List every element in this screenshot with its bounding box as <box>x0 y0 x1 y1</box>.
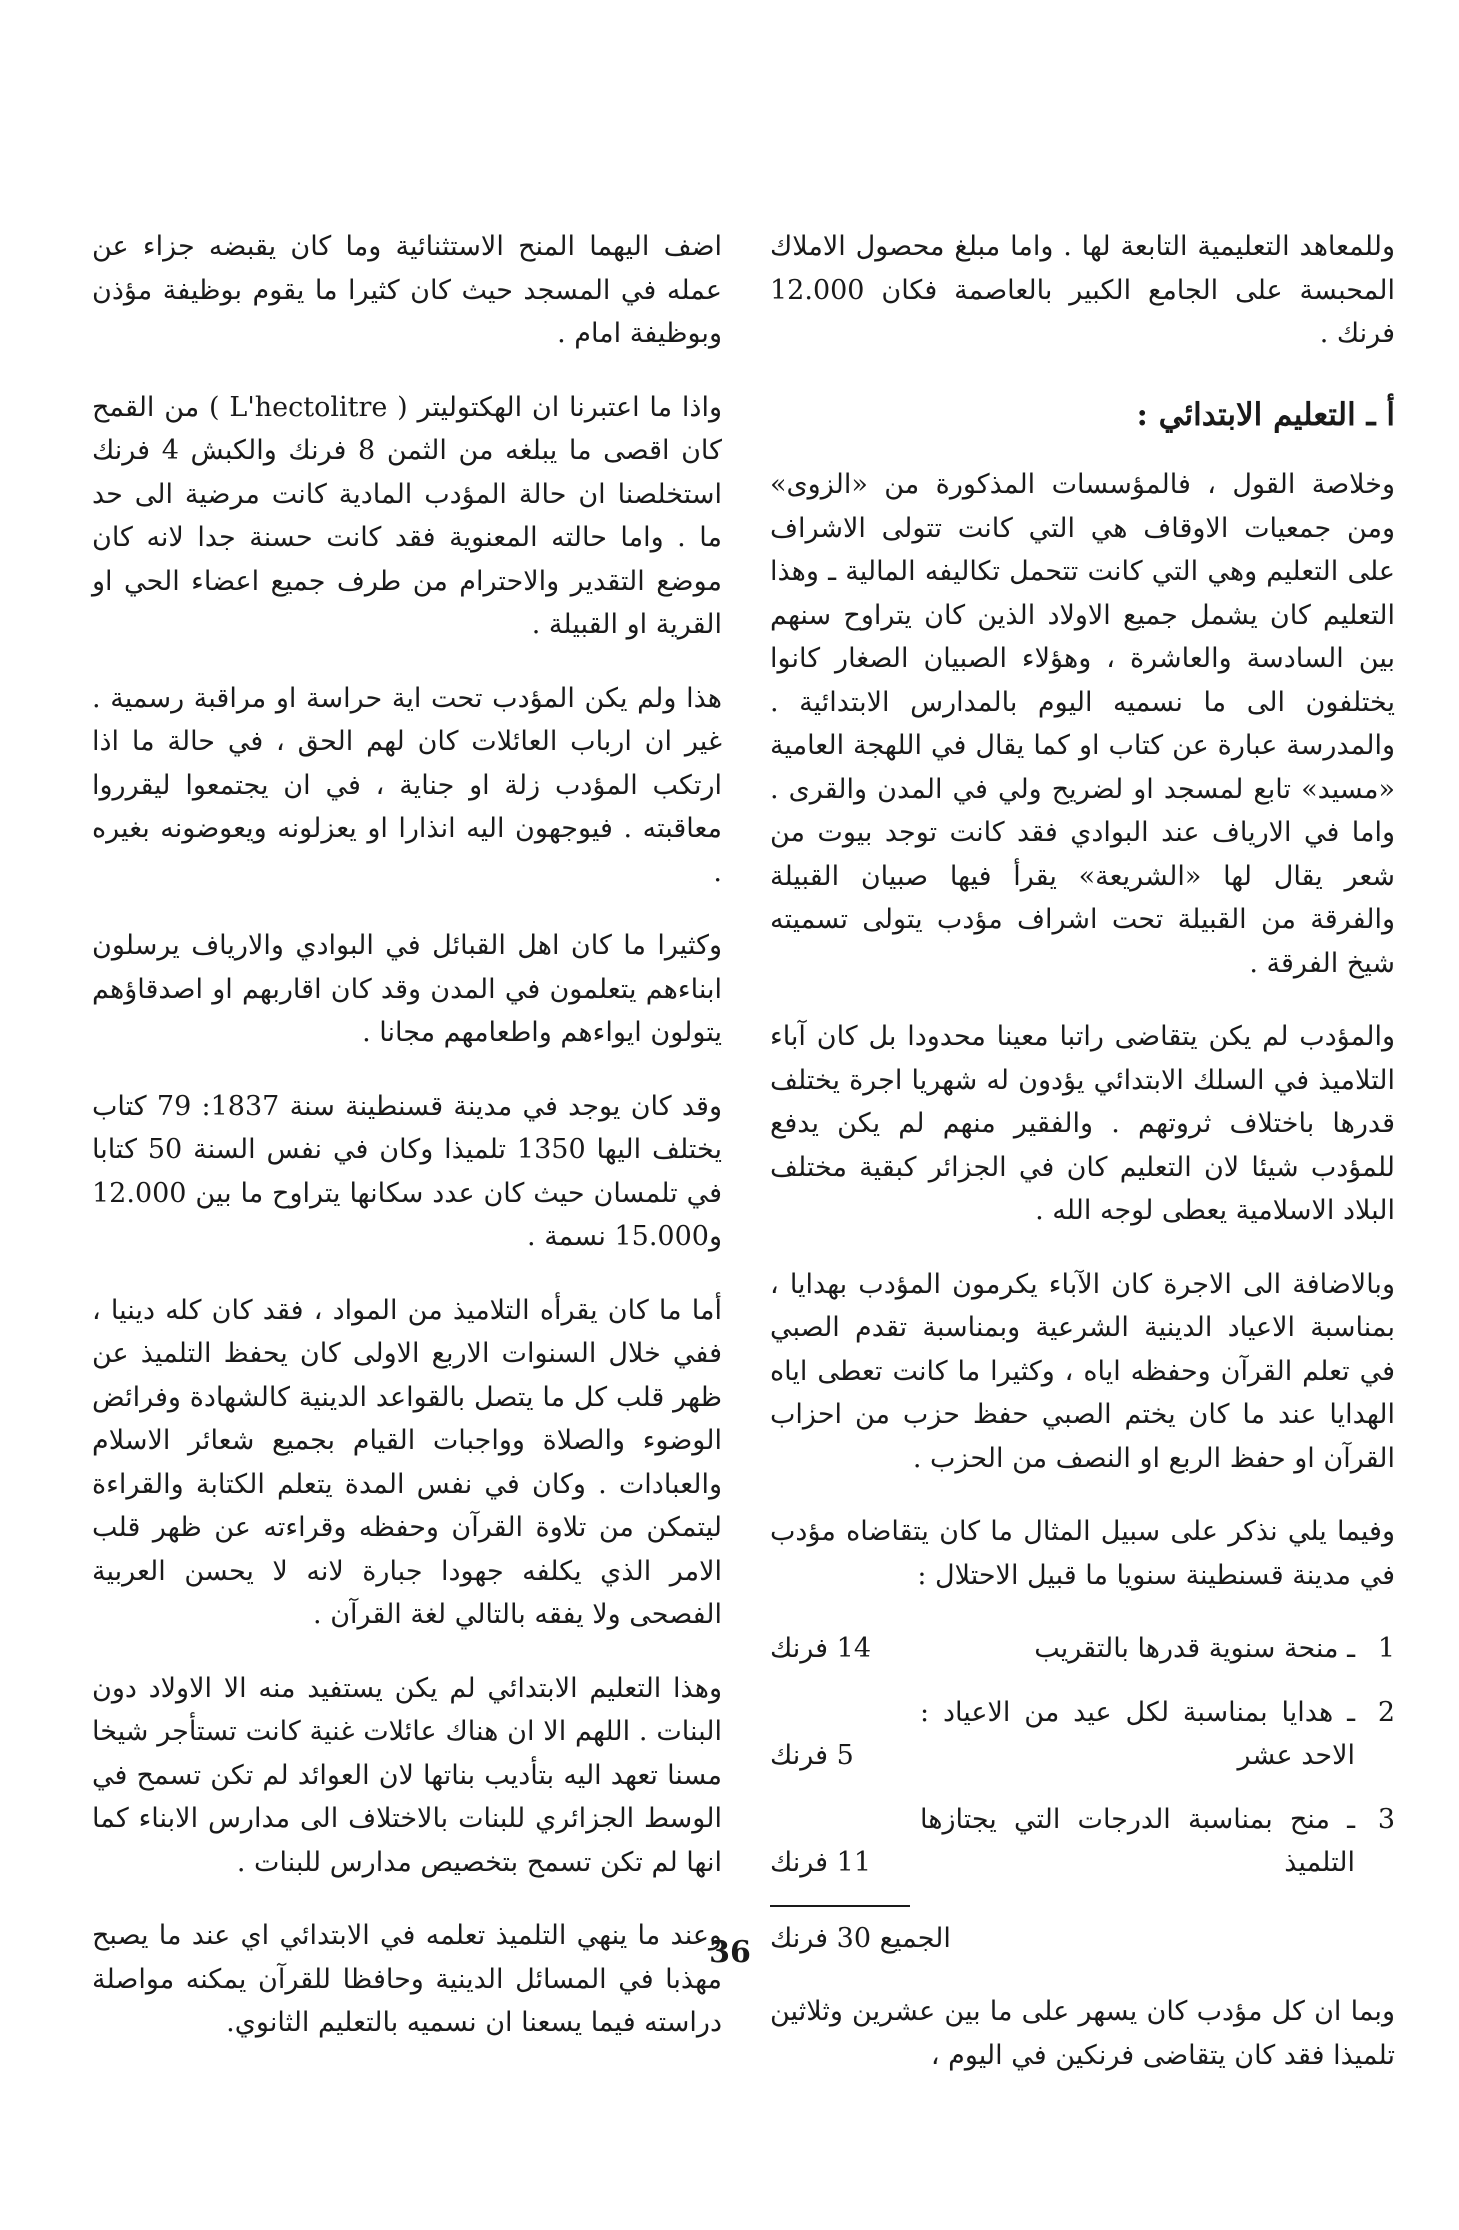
left-column <box>92 225 722 2075</box>
paragraph-secondary: وعند ما ينهي التلميذ تعلمه في الابتدائي اي عند ما يصبح مهذبا في المسائل الدينية وحافظا للقرآن يمكنه مواصلة دراسته فيما يسعنا ان نسميه بالتعليم الثانوي. <box>92 1920 722 2038</box>
fee-label: ـ منح بمناسبة الدرجات التي يجتازها التلميذ <box>920 1803 1355 1878</box>
paragraph-supervision: هذا ولم يكن المؤدب تحت اية حراسة او مراقبة رسمية . غير ان ارباب العائلات كان لهم الحق ، في حالة ما اذا ارتكب المؤدب زلة او جناية ، في ان يجتمعوا ليقرروا معاقبته . فيوجهون اليه انذارا او يعزلونه ويعوضونه بغيره . <box>92 682 722 888</box>
paragraph-rural-students: وكثيرا ما كان اهل القبائل في البوادي والارياف يرسلون ابناءهم يتعلمون في المدن وقد كان اقاربهم او اصدقاؤهم يتولون ايواءهم واطعامهم مجانا . <box>92 930 722 1048</box>
fee-item <box>770 1627 1395 1671</box>
fee-number: 1 <box>1377 1633 1395 1664</box>
fee-number: 2 <box>1377 1696 1395 1728</box>
paragraph-statistics: وقد كان يوجد في مدينة قسنطينة سنة 1837: 79 كتاب يختلف اليها 1350 تلميذا وكان في نفس السنة 50 كتابا في تلمسان حيث كان عدد سكانها يتراوح ما بين 12.000 و15.000 نسمة . <box>92 1090 722 1252</box>
fee-number: 3 <box>1377 1803 1395 1835</box>
fee-amount: 14 فرنك <box>770 1633 872 1664</box>
paragraph-material-condition: واذا ما اعتبرنا ان الهكتوليتر ( L'hectolitre ) من القمح كان اقصى ما يبلغه من الثمن 8 فرنك والكبش 4 فرنك استخلصنا ان حالة المؤدب المادية كانت مرضية الى حد ما . واما حالته المعنوية فقد كانت حسنة جدا لانه كان موضع التقدير والاحترام من طرف جميع اعضاء الحي او القرية او القبيلة . <box>92 391 722 640</box>
fee-amount: 5 فرنك <box>770 1740 854 1771</box>
fee-label: ـ هدايا بمناسبة لكل عيد من الاعياد : الاحد عشر <box>920 1696 1355 1771</box>
fee-item <box>770 1798 1395 1885</box>
total-divider <box>770 1905 910 1907</box>
paragraph-curriculum: أما ما كان يقرأه التلاميذ من المواد ، فقد كان كله دينيا ، ففي خلال السنوات الاربع الاولى كان يحفظ التلميذ عن ظهر قلب كل ما يتصل بالقواعد الدينية كالشهادة وفرائض الوضوء والصلاة وواجبات القيام بجميع شعائر الاسلام والعبادات . وكان في نفس المدة يتعلم الكتابة والقراءة ليتمكن من تلاوة القرآن وحفظه وقراءته عن ظهر قلب الامر الذي يكلفه جهودا جبارة لانه لا يحسن العربية الفصحى ولا يفقه بالتالي لغة القرآن . <box>92 1294 722 1630</box>
fee-list <box>770 1627 1395 1885</box>
fee-amount: 11 فرنك <box>770 1847 872 1878</box>
fee-total: الجميع 30 فرنك <box>770 1922 951 1954</box>
paragraph-daily-earnings: وبما ان كل مؤدب كان يسهر على ما بين عشرين وثلاثين تلميذا فقد كان يتقاضى فرنكين في اليوم ، <box>770 1996 1395 2071</box>
paragraph-extra-income: اضف اليهما المنح الاستثنائية وما كان يقبضه جزاء عن عمله في المسجد حيث كان كثيرا ما يقوم بوظيفة مؤذن وبوظيفة امام . <box>92 231 722 349</box>
right-column <box>770 225 1395 2107</box>
paragraph-institutions: وخلاصة القول ، فالمؤسسات المذكورة من «الزوى» ومن جمعيات الاوقاف هي التي كانت تتولى الاشراف على التعليم وهي التي كانت تتحمل تكاليفه المالية ـ وهذا التعليم كان يشمل جميع الاولاد الذين كان يتراوح سنهم بين السادسة والعاشرة ، وهؤلاء الصبيان الصغار كانوا يختلفون الى ما نسميه اليوم بالمدارس الابتدائية . والمدرسة عبارة عن كتاب او كما يقال في اللهجة العامية «مسيد» تابع لمسجد او لضريح ولي في المدن والقرى . واما في الارياف عند البوادي فقد كانت توجد بيوت من شعر يقال لها «الشريعة» يقرأ فيها صبيان القبيلة والفرقة من القبيلة تحت اشراف مؤدب يتولى تسميته شيخ الفرقة . <box>770 469 1395 979</box>
fee-item <box>770 1691 1395 1778</box>
intro-paragraph: وللمعاهد التعليمية التابعة لها . واما مبلغ محصول الاملاك المحبسة على الجامع الكبير بالعاصمة فكان 12.000 فرنك . <box>770 231 1395 349</box>
paragraph-gifts: وبالاضافة الى الاجرة كان الآباء يكرمون المؤدب بهدايا ، بمناسبة الاعياد الدينية الشرعية وبمناسبة تقدم الصبي في تعلم القرآن وحفظه اياه ، وكثيرا ما كانت تعطى اياه الهدايا عند ما كان يختم الصبي حفظ حزب من احزاب القرآن او حفظ الربع او النصف من الحزب . <box>770 1268 1395 1474</box>
section-heading: أ ـ التعليم الابتدائي : <box>1136 396 1395 433</box>
fee-label: ـ منحة سنوية قدرها بالتقريب <box>1034 1633 1355 1664</box>
paragraph-fee-intro: وفيما يلي نذكر على سبيل المثال ما كان يتقاضاه مؤدب في مدينة قسنطينة سنويا ما قبيل الاحتلال : <box>770 1516 1395 1591</box>
page-number: 36 <box>709 1935 751 1970</box>
paragraph-girls-education: وهذا التعليم الابتدائي لم يكن يستفيد منه الا الاولاد دون البنات . اللهم الا ان هناك عائلات غنية كانت تستأجر شيخا مسنا تعهد اليه بتأديب بناتها لان العوائد لم تكن تسمح في الوسط الجزائري للبنات بالاختلاف الى مدارس الابناء كما انها لم تكن تسمح بتخصيص مدارس للبنات . <box>92 1672 722 1878</box>
paragraph-teacher-pay: والمؤدب لم يكن يتقاضى راتبا معينا محدودا بل كان آباء التلاميذ في السلك الابتدائي يؤدون له شهريا اجرة يختلف قدرها باختلاف ثروتهم . والفقير منهم لم يكن يدفع للمؤدب شيئا لان التعليم كان في الجزائر كبقية مختلف البلاد الاسلامية يعطى لوجه الله . <box>770 1021 1395 1226</box>
